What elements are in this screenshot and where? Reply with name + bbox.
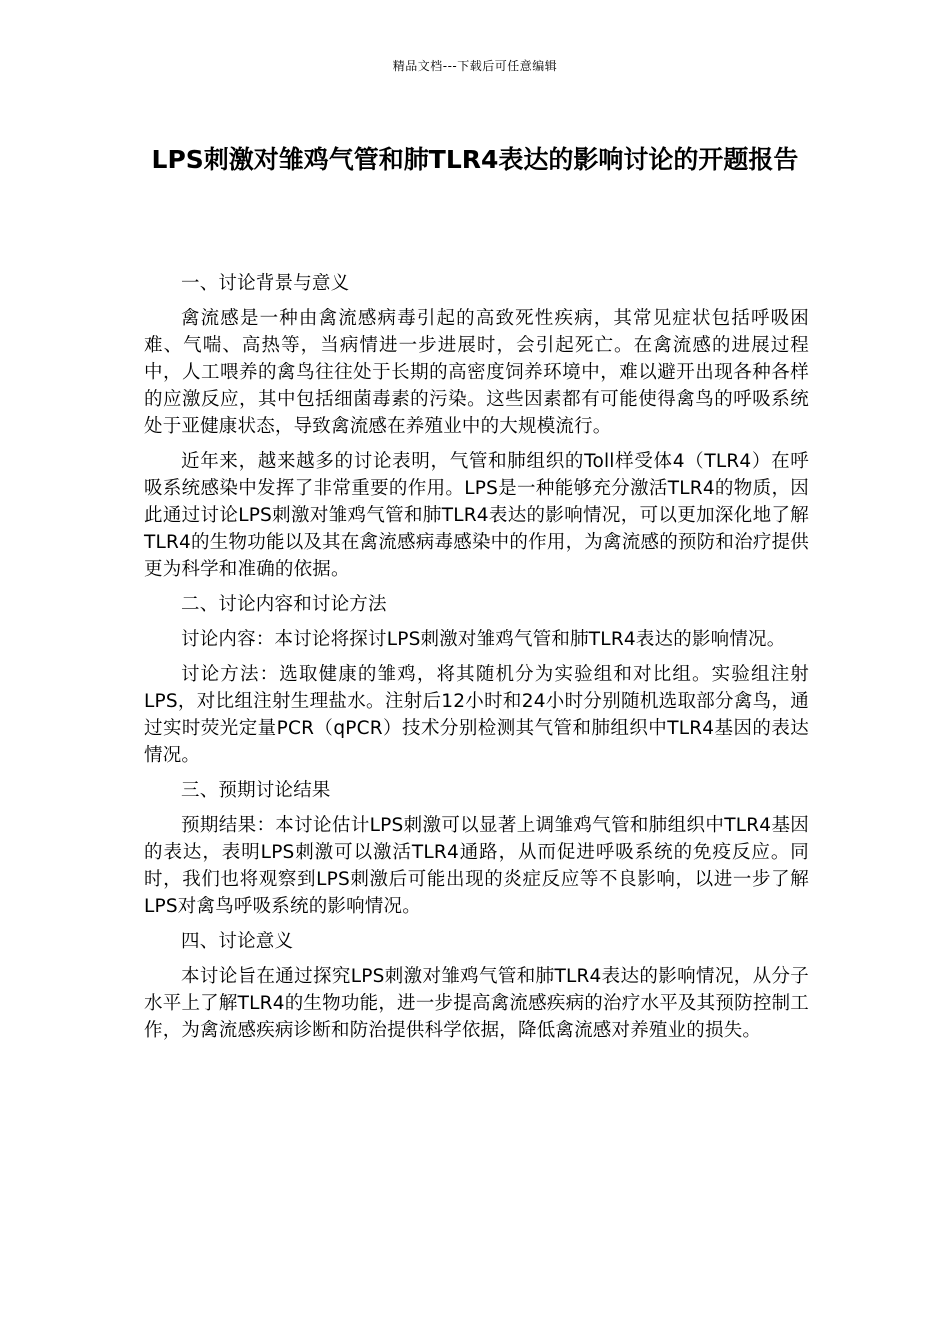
paragraph-content: 讨论内容：本讨论将探讨LPS刺激对雏鸡气管和肺TLR4表达的影响情况。 — [181, 629, 786, 650]
section-heading-content-method: 二、讨论内容和讨论方法 — [181, 594, 387, 615]
section-heading-background: 一、讨论背景与意义 — [181, 273, 350, 294]
section-heading-expected-results: 三、预期讨论结果 — [181, 780, 331, 801]
document-body — [144, 270, 809, 1052]
section-heading-significance: 四、讨论意义 — [181, 931, 294, 952]
paragraph-expected-results: 预期结果：本讨论估计LPS刺激可以显著上调雏鸡气管和肺组织中TLR4基因的表达，表明LPS刺激可以激活TLR4通路，从而促进呼吸系统的免疫反应。同时，我们也将观察到LPS刺激后可能出现的炎症反应等不良影响，以进一步了解LPS对禽鸟呼吸系统的影响情况。 — [144, 815, 809, 917]
header-note: 精品文档---下载后可任意编辑 — [392, 59, 558, 73]
paragraph-significance: 本讨论旨在通过探究LPS刺激对雏鸡气管和肺TLR4表达的影响情况，从分子水平上了解TLR4的生物功能，进一步提高禽流感疾病的治疗水平及其预防控制工作，为禽流感疾病诊断和防治提供科学依据，降低禽流感对养殖业的损失。 — [144, 966, 809, 1041]
paragraph-method: 讨论方法：选取健康的雏鸡，将其随机分为实验组和对比组。实验组注射LPS，对比组注射生理盐水。注射后12小时和24小时分别随机选取部分禽鸟，通过实时荧光定量PCR（qPCR）技术分别检测其气管和肺组织中TLR4基因的表达情况。 — [144, 664, 809, 766]
paragraph-background-2: 近年来，越来越多的讨论表明，气管和肺组织的Toll样受体4（TLR4）在呼吸系统感染中发挥了非常重要的作用。LPS是一种能够充分激活TLR4的物质，因此通过讨论LPS刺激对雏鸡气管和肺TLR4表达的影响情况，可以更加深化地了解TLR4的生物功能以及其在禽流感病毒感染中的作用，为禽流感的预防和治疗提供更为科学和准确的依据。 — [144, 451, 809, 580]
document-title: LPS刺激对雏鸡气管和肺TLR4表达的影响讨论的开题报告 — [151, 145, 799, 174]
paragraph-background-1: 禽流感是一种由禽流感病毒引起的高致死性疾病，其常见症状包括呼吸困难、气喘、高热等，当病情进一步进展时，会引起死亡。在禽流感的进展过程中，人工喂养的禽鸟往往处于长期的高密度饲养环境中，难以避开出现各种各样的应激反应，其中包括细菌毒素的污染。这些因素都有可能使得禽鸟的呼吸系统处于亚健康状态，导致禽流感在养殖业中的大规模流行。 — [144, 308, 809, 437]
